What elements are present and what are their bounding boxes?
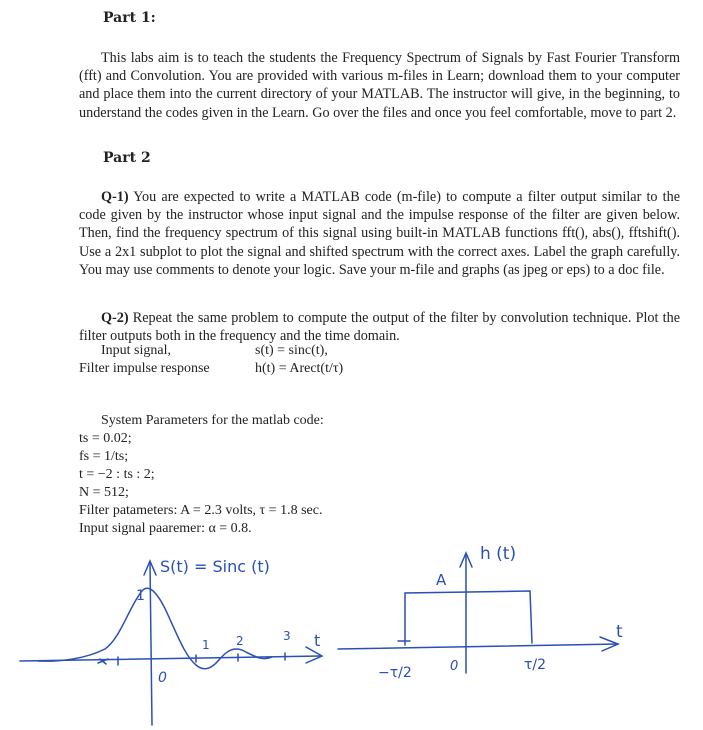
rect-pos-edge-label: τ/2: [524, 657, 547, 673]
sinc-sketch: [20, 561, 322, 725]
rect-title: h (t): [480, 545, 517, 564]
q2-text: Repeat the same problem to compute the output of the filter by convolution technique. Plot the filter outputs both in the frequency and the time domain.: [79, 310, 680, 345]
sinc-tick-3-label: 3: [283, 629, 291, 643]
rect-sketch: [338, 553, 618, 673]
input-signal-label: Input signal,: [101, 343, 171, 358]
q1-text: You are expected to write a MATLAB code (m-file) to compute a filter output similar to the code given by the instructor whose input signal and the impulse response of the filter are given below. Then, find the frequency spectrum of this signal using built-in MATLAB functions fft(), abs(), fftshift(). Use a 2x1 subplot to plot the signal and shifted spectrum with the correct axes. Label the graph carefully. You may use comments to denote your logic. Save your m-file and graphs (as jpeg or eps) to a doc file.: [79, 189, 680, 278]
q2-paragraph: [79, 309, 680, 345]
param-t: t = −2 : ts : 2;: [79, 467, 155, 482]
filter-response-formula: h(t) = Arect(t/τ): [255, 361, 344, 376]
param-fs: fs = 1/ts;: [79, 449, 129, 464]
sinc-title: S(t) = Sinc (t): [160, 557, 270, 576]
system-parameters: [79, 412, 324, 538]
part1-heading: Part 1:: [103, 10, 156, 26]
rect-axis-label: t: [616, 622, 623, 642]
rect-origin-label: 0: [450, 659, 459, 674]
hand-drawn-sketches: [0, 545, 703, 730]
rect-amplitude-label: A: [436, 571, 447, 589]
rect-neg-edge-label: −τ/2: [378, 665, 412, 681]
sinc-origin-label: 0: [158, 670, 167, 686]
part2-heading: Part 2: [103, 150, 151, 166]
rect-pulse: [405, 591, 532, 645]
part1-paragraph: [79, 49, 680, 122]
filter-response-label: Filter impulse response: [79, 361, 210, 376]
q1-label: Q-1): [101, 189, 129, 205]
rect-t-axis: [338, 644, 618, 649]
sinc-axis-label: t: [314, 631, 321, 650]
signal-definitions: [79, 342, 399, 378]
parameters-intro: System Parameters for the matlab code:: [101, 413, 324, 428]
sinc-tick-2-label: 2: [236, 634, 244, 648]
param-input: Input signal paaremer: α = 0.8.: [79, 521, 252, 536]
param-filter: Filter patameters: A = 2.3 volts, τ = 1.8 sec.: [79, 503, 323, 518]
sinc-amplitude-axis: [150, 563, 152, 725]
param-ts: ts = 0.02;: [79, 431, 132, 446]
part1-text: This labs aim is to teach the students the Frequency Spectrum of Signals by Fast Fourier Transform (fft) and Convolution. You are provided with various m-files in Learn; download them to your computer and place them into the current directory of your MATLAB. The instructor will give, in the beginning, to understand the codes given in the Learn. Go over the files and once you feel comfortable, move to part 2.: [79, 50, 680, 121]
sinc-tick-1-label: 1: [202, 638, 210, 652]
q2-label: Q-2): [101, 310, 129, 326]
input-signal-formula: s(t) = sinc(t),: [255, 343, 328, 358]
sinc-peak-label: 1: [136, 588, 145, 604]
param-n: N = 512;: [79, 485, 129, 500]
q1-paragraph: [79, 188, 680, 279]
